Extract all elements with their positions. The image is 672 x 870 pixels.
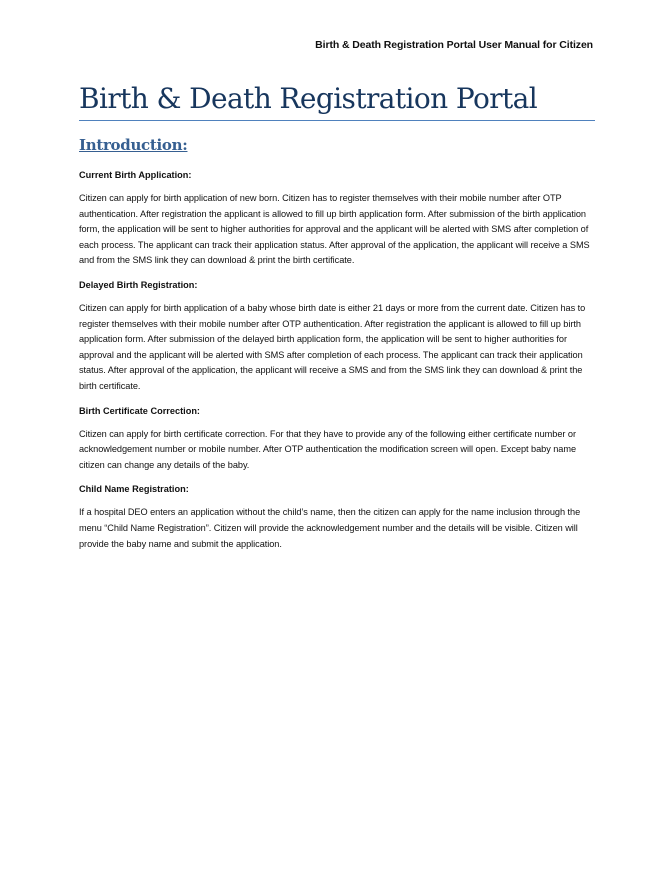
section-child-name-registration [79, 482, 595, 552]
section-paragraph: Citizen can apply for birth application of new born. Citizen has to register themselves with their mobile number after OTP authentication. After registration the applicant is allowed to fill up birth application form. After submission of the birth application form, the application will be sent to higher authorities for approval and the applicant will be alerted with SMS after completion of each process. The applicant can track their application status. After approval of the application, the applicant will receive a SMS and from the SMS link they can download & print the birth certificate. [79, 193, 590, 266]
page-running-header: Birth & Death Registration Portal User Manual for Citizen [315, 39, 593, 51]
section-heading: Current Birth Application: [79, 170, 192, 180]
document-title: Birth & Death Registration Portal [79, 82, 538, 115]
section-paragraph: Citizen can apply for birth certificate correction. For that they have to provide any of the following either certificate number or acknowledgement number or mobile number. After OTP authentication the modification screen will open. Except baby name citizen can change any details of the baby. [79, 428, 577, 470]
section-paragraph: Citizen can apply for birth application of a baby whose birth date is either 21 days or more from the current date. Citizen has to register themselves with their mobile number after OTP authentication. After registration the applicant is allowed to fill up birth application form. After submission of the delayed birth application form, the application will be sent to higher authorities for approval and the applicant will be alerted with SMS after completion of each process. The applicant can track their application status. After approval of the application, the applicant will receive a SMS and from the SMS link they can download & print the birth certificate. [79, 302, 586, 391]
section-heading: Birth Certificate Correction: [79, 405, 200, 416]
document-body [79, 168, 595, 561]
section-paragraph: If a hospital DEO enters an application without the child’s name, then the citizen can apply for the name inclusion through the menu “Child Name Registration”. Citizen will provide the acknowledgement number and the details will be visible. Citizen will provide the baby name and submit the application. [79, 507, 581, 549]
title-divider [79, 120, 595, 121]
section-birth-certificate-correction [79, 404, 595, 474]
section-delayed-birth-registration [79, 278, 595, 395]
introduction-heading: Introduction: [79, 136, 188, 154]
section-heading: Child Name Registration: [79, 484, 189, 495]
section-heading: Delayed Birth Registration: [79, 279, 198, 290]
section-current-birth-application [79, 168, 595, 269]
